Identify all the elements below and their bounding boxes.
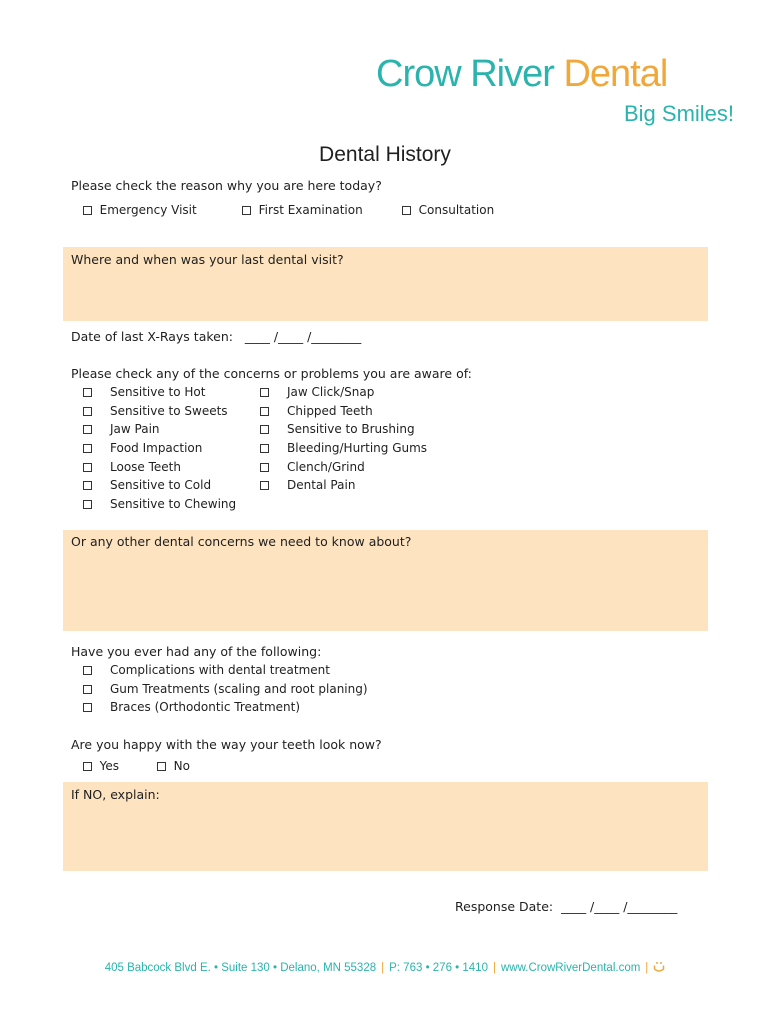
concern-label: Loose Teeth [110, 459, 181, 474]
footer-separator: | [645, 962, 649, 974]
footer-website[interactable]: www.CrowRiverDental.com [500, 962, 641, 974]
concern-item[interactable] [83, 404, 236, 423]
checkbox[interactable] [260, 425, 269, 434]
logo-dental: Dental [563, 53, 668, 95]
concern-label: Clench/Grind [287, 459, 365, 474]
explain-field[interactable] [63, 782, 708, 871]
option-label: Consultation [418, 203, 495, 217]
checkbox[interactable] [260, 444, 269, 453]
concerns-question: Please check any of the concerns or problems you are aware of: [71, 366, 472, 381]
checkbox[interactable] [83, 666, 92, 675]
checkbox[interactable] [260, 463, 269, 472]
yes-label: Yes [99, 759, 120, 773]
logo [376, 52, 667, 96]
concern-label: Jaw Pain [110, 422, 160, 437]
option-label: First Examination [258, 203, 363, 217]
footer-phone: P: 763 • 276 • 1410 [389, 962, 488, 974]
concern-label: Chipped Teeth [287, 403, 373, 418]
checkbox[interactable] [83, 762, 92, 771]
explain-label: If NO, explain: [71, 787, 160, 802]
checkbox[interactable] [83, 407, 92, 416]
checkbox[interactable] [83, 463, 92, 472]
history-label: Complications with dental treatment [110, 663, 330, 677]
concern-label: Sensitive to Hot [110, 385, 206, 399]
page-title: Dental History [319, 143, 451, 166]
checkbox[interactable] [83, 444, 92, 453]
xray-label: Date of last X-Rays taken: [71, 329, 233, 344]
logo-tagline: Big Smiles! [624, 101, 735, 126]
concern-item[interactable] [83, 497, 236, 516]
concern-item[interactable] [260, 385, 427, 404]
checkbox[interactable] [83, 425, 92, 434]
reason-option-emergency[interactable] [83, 203, 197, 217]
concern-label: Sensitive to Brushing [287, 422, 415, 437]
checkbox[interactable] [157, 762, 166, 771]
concern-item[interactable] [83, 478, 236, 497]
option-label: Emergency Visit [99, 203, 197, 217]
footer [0, 961, 770, 974]
footer-address: 405 Babcock Blvd E. • Suite 130 • Delano, MN 55328 [104, 962, 377, 974]
checkbox[interactable] [260, 407, 269, 416]
checkbox[interactable] [242, 206, 251, 215]
history-item[interactable] [83, 663, 368, 682]
concern-label: Food Impaction [110, 441, 203, 456]
concern-item[interactable] [83, 441, 236, 460]
checkbox[interactable] [83, 206, 92, 215]
concern-label: Sensitive to Sweets [110, 403, 228, 418]
logo-crow-river: Crow River [376, 53, 564, 95]
history-item[interactable] [83, 682, 368, 701]
concern-label: Sensitive to Cold [110, 478, 212, 493]
xray-date-blank[interactable]: ____ /____ /________ [244, 329, 362, 344]
last-visit-label: Where and when was your last dental visit? [71, 252, 344, 267]
concerns-right-list [260, 385, 427, 497]
concern-item[interactable] [83, 385, 236, 404]
checkbox[interactable] [83, 500, 92, 509]
concern-label: Sensitive to Chewing [110, 497, 237, 512]
history-label: Braces (Orthodontic Treatment) [110, 700, 301, 715]
response-date-row [455, 899, 677, 914]
concern-item[interactable] [83, 460, 236, 479]
concern-item[interactable] [260, 460, 427, 479]
history-label: Gum Treatments (scaling and root planing) [110, 681, 368, 696]
response-date-blank[interactable]: ____ /____ /________ [561, 899, 678, 914]
concern-label: Jaw Click/Snap [287, 385, 375, 399]
history-item[interactable] [83, 700, 368, 719]
happy-no-option[interactable] [157, 759, 190, 773]
smile-icon [653, 962, 665, 974]
checkbox[interactable] [260, 481, 269, 490]
response-date-label: Response Date: [455, 899, 554, 914]
checkbox[interactable] [260, 388, 269, 397]
xray-row [71, 329, 361, 344]
reason-question: Please check the reason why you are here today? [71, 178, 382, 193]
happy-yes-option[interactable] [83, 759, 119, 773]
concern-label: Bleeding/Hurting Gums [287, 441, 428, 456]
history-question: Have you ever had any of the following: [71, 644, 322, 659]
concern-label: Dental Pain [287, 478, 356, 493]
concerns-left-list [83, 385, 236, 516]
footer-separator: | [492, 962, 496, 974]
happy-question: Are you happy with the way your teeth look now? [71, 737, 382, 752]
history-list [83, 663, 368, 719]
concern-item[interactable] [260, 422, 427, 441]
checkbox[interactable] [83, 481, 92, 490]
other-concerns-label: Or any other dental concerns we need to know about? [71, 534, 412, 549]
concern-item[interactable] [260, 404, 427, 423]
concern-item[interactable] [83, 422, 236, 441]
reason-option-first-exam[interactable] [242, 203, 363, 217]
reason-option-consultation[interactable] [402, 203, 494, 217]
checkbox[interactable] [83, 388, 92, 397]
footer-separator: | [381, 962, 385, 974]
no-label: No [173, 759, 190, 773]
checkbox[interactable] [83, 703, 92, 712]
concern-item[interactable] [260, 478, 427, 497]
concern-item[interactable] [260, 441, 427, 460]
checkbox[interactable] [83, 685, 92, 694]
checkbox[interactable] [402, 206, 411, 215]
